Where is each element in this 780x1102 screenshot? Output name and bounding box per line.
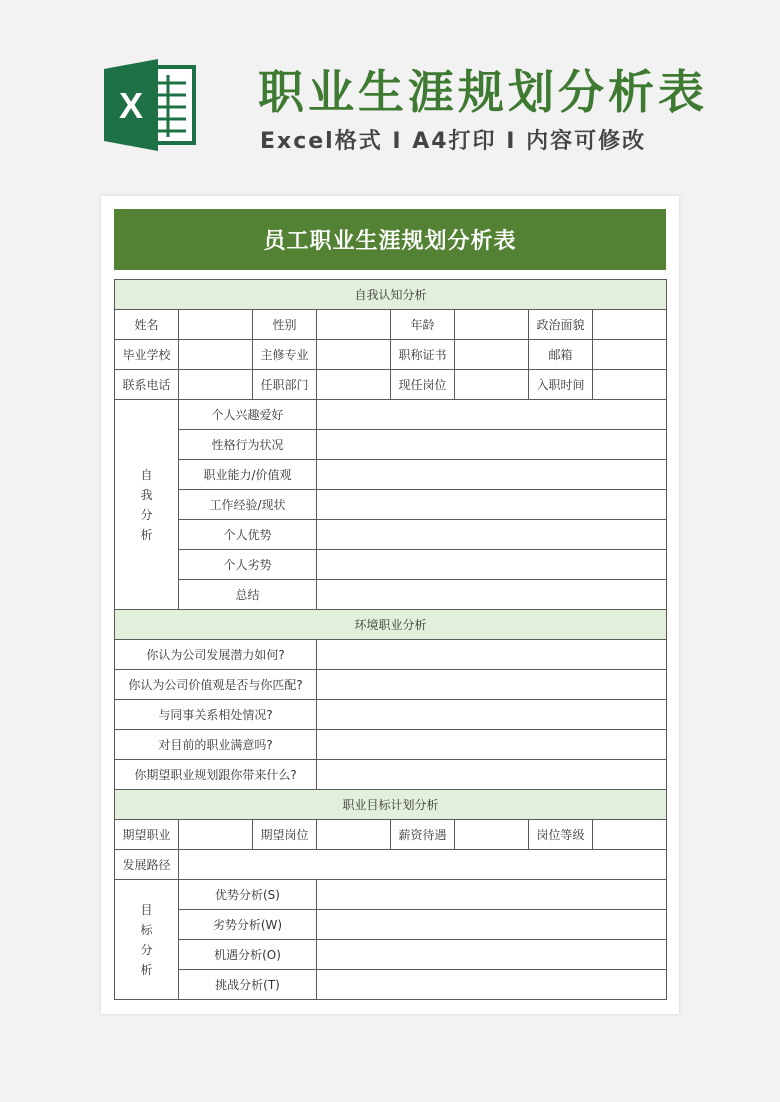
swot-label: 机遇分析(O) [179, 940, 317, 970]
label-certificate: 职称证书 [391, 340, 455, 370]
label-current-post: 现任岗位 [391, 370, 455, 400]
field-politics[interactable] [593, 310, 667, 340]
label-expected-job: 期望职业 [115, 820, 179, 850]
page-title: 职业生涯规划分析表 [258, 65, 708, 119]
self-item-field[interactable] [317, 460, 667, 490]
self-item-label: 性格行为状况 [179, 430, 317, 460]
label-name: 姓名 [115, 310, 179, 340]
self-item-label: 个人劣势 [179, 550, 317, 580]
env-question: 对目前的职业满意吗? [115, 730, 317, 760]
env-question: 与同事关系相处情况? [115, 700, 317, 730]
swot-label: 挑战分析(T) [179, 970, 317, 1000]
env-answer-field[interactable] [317, 700, 667, 730]
field-post-level[interactable] [593, 820, 667, 850]
logo-letter: X [118, 85, 144, 126]
self-item-label: 工作经验/现状 [179, 490, 317, 520]
self-analysis-label: 自我分析 [115, 400, 179, 610]
field-phone[interactable] [179, 370, 253, 400]
label-career-path: 发展路径 [115, 850, 179, 880]
self-item-label: 个人优势 [179, 520, 317, 550]
section-career-goals: 职业目标计划分析 [115, 790, 667, 820]
swot-field[interactable] [317, 880, 667, 910]
field-department[interactable] [317, 370, 391, 400]
field-name[interactable] [179, 310, 253, 340]
form-title: 员工职业生涯规划分析表 [114, 209, 666, 270]
label-post-level: 岗位等级 [529, 820, 593, 850]
label-expected-post: 期望岗位 [253, 820, 317, 850]
field-career-path[interactable] [179, 850, 667, 880]
swot-field[interactable] [317, 970, 667, 1000]
field-gender[interactable] [317, 310, 391, 340]
label-major: 主修专业 [253, 340, 317, 370]
self-item-field[interactable] [317, 520, 667, 550]
env-answer-field[interactable] [317, 730, 667, 760]
env-question: 你期望职业规划跟你带来什么? [115, 760, 317, 790]
field-expected-post[interactable] [317, 820, 391, 850]
env-answer-field[interactable] [317, 640, 667, 670]
label-email: 邮箱 [529, 340, 593, 370]
field-school[interactable] [179, 340, 253, 370]
field-join-date[interactable] [593, 370, 667, 400]
swot-field[interactable] [317, 940, 667, 970]
label-salary: 薪资待遇 [391, 820, 455, 850]
label-politics: 政治面貌 [529, 310, 593, 340]
label-school: 毕业学校 [115, 340, 179, 370]
field-expected-job[interactable] [179, 820, 253, 850]
self-item-label: 职业能力/价值观 [179, 460, 317, 490]
field-certificate[interactable] [455, 340, 529, 370]
self-item-field[interactable] [317, 400, 667, 430]
self-item-label: 总结 [179, 580, 317, 610]
label-age: 年龄 [391, 310, 455, 340]
self-item-field[interactable] [317, 430, 667, 460]
section-self-awareness: 自我认知分析 [115, 280, 667, 310]
swot-label: 劣势分析(W) [179, 910, 317, 940]
field-salary[interactable] [455, 820, 529, 850]
self-item-field[interactable] [317, 550, 667, 580]
page-subtitle: Excel格式 I A4打印 I 内容可修改 [260, 129, 647, 154]
self-item-label: 个人兴趣爱好 [179, 400, 317, 430]
field-major[interactable] [317, 340, 391, 370]
self-item-field[interactable] [317, 490, 667, 520]
label-department: 任职部门 [253, 370, 317, 400]
env-question: 你认为公司价值观是否与你匹配? [115, 670, 317, 700]
section-environment: 环境职业分析 [115, 610, 667, 640]
env-answer-field[interactable] [317, 670, 667, 700]
field-age[interactable] [455, 310, 529, 340]
field-current-post[interactable] [455, 370, 529, 400]
swot-label: 优势分析(S) [179, 880, 317, 910]
swot-field[interactable] [317, 910, 667, 940]
goal-analysis-label: 目标分析 [115, 880, 179, 1000]
env-answer-field[interactable] [317, 760, 667, 790]
excel-icon [100, 55, 200, 155]
self-item-field[interactable] [317, 580, 667, 610]
label-phone: 联系电话 [115, 370, 179, 400]
form-table [114, 279, 667, 1000]
env-question: 你认为公司发展潜力如何? [115, 640, 317, 670]
label-join-date: 入职时间 [529, 370, 593, 400]
label-gender: 性别 [253, 310, 317, 340]
field-email[interactable] [593, 340, 667, 370]
